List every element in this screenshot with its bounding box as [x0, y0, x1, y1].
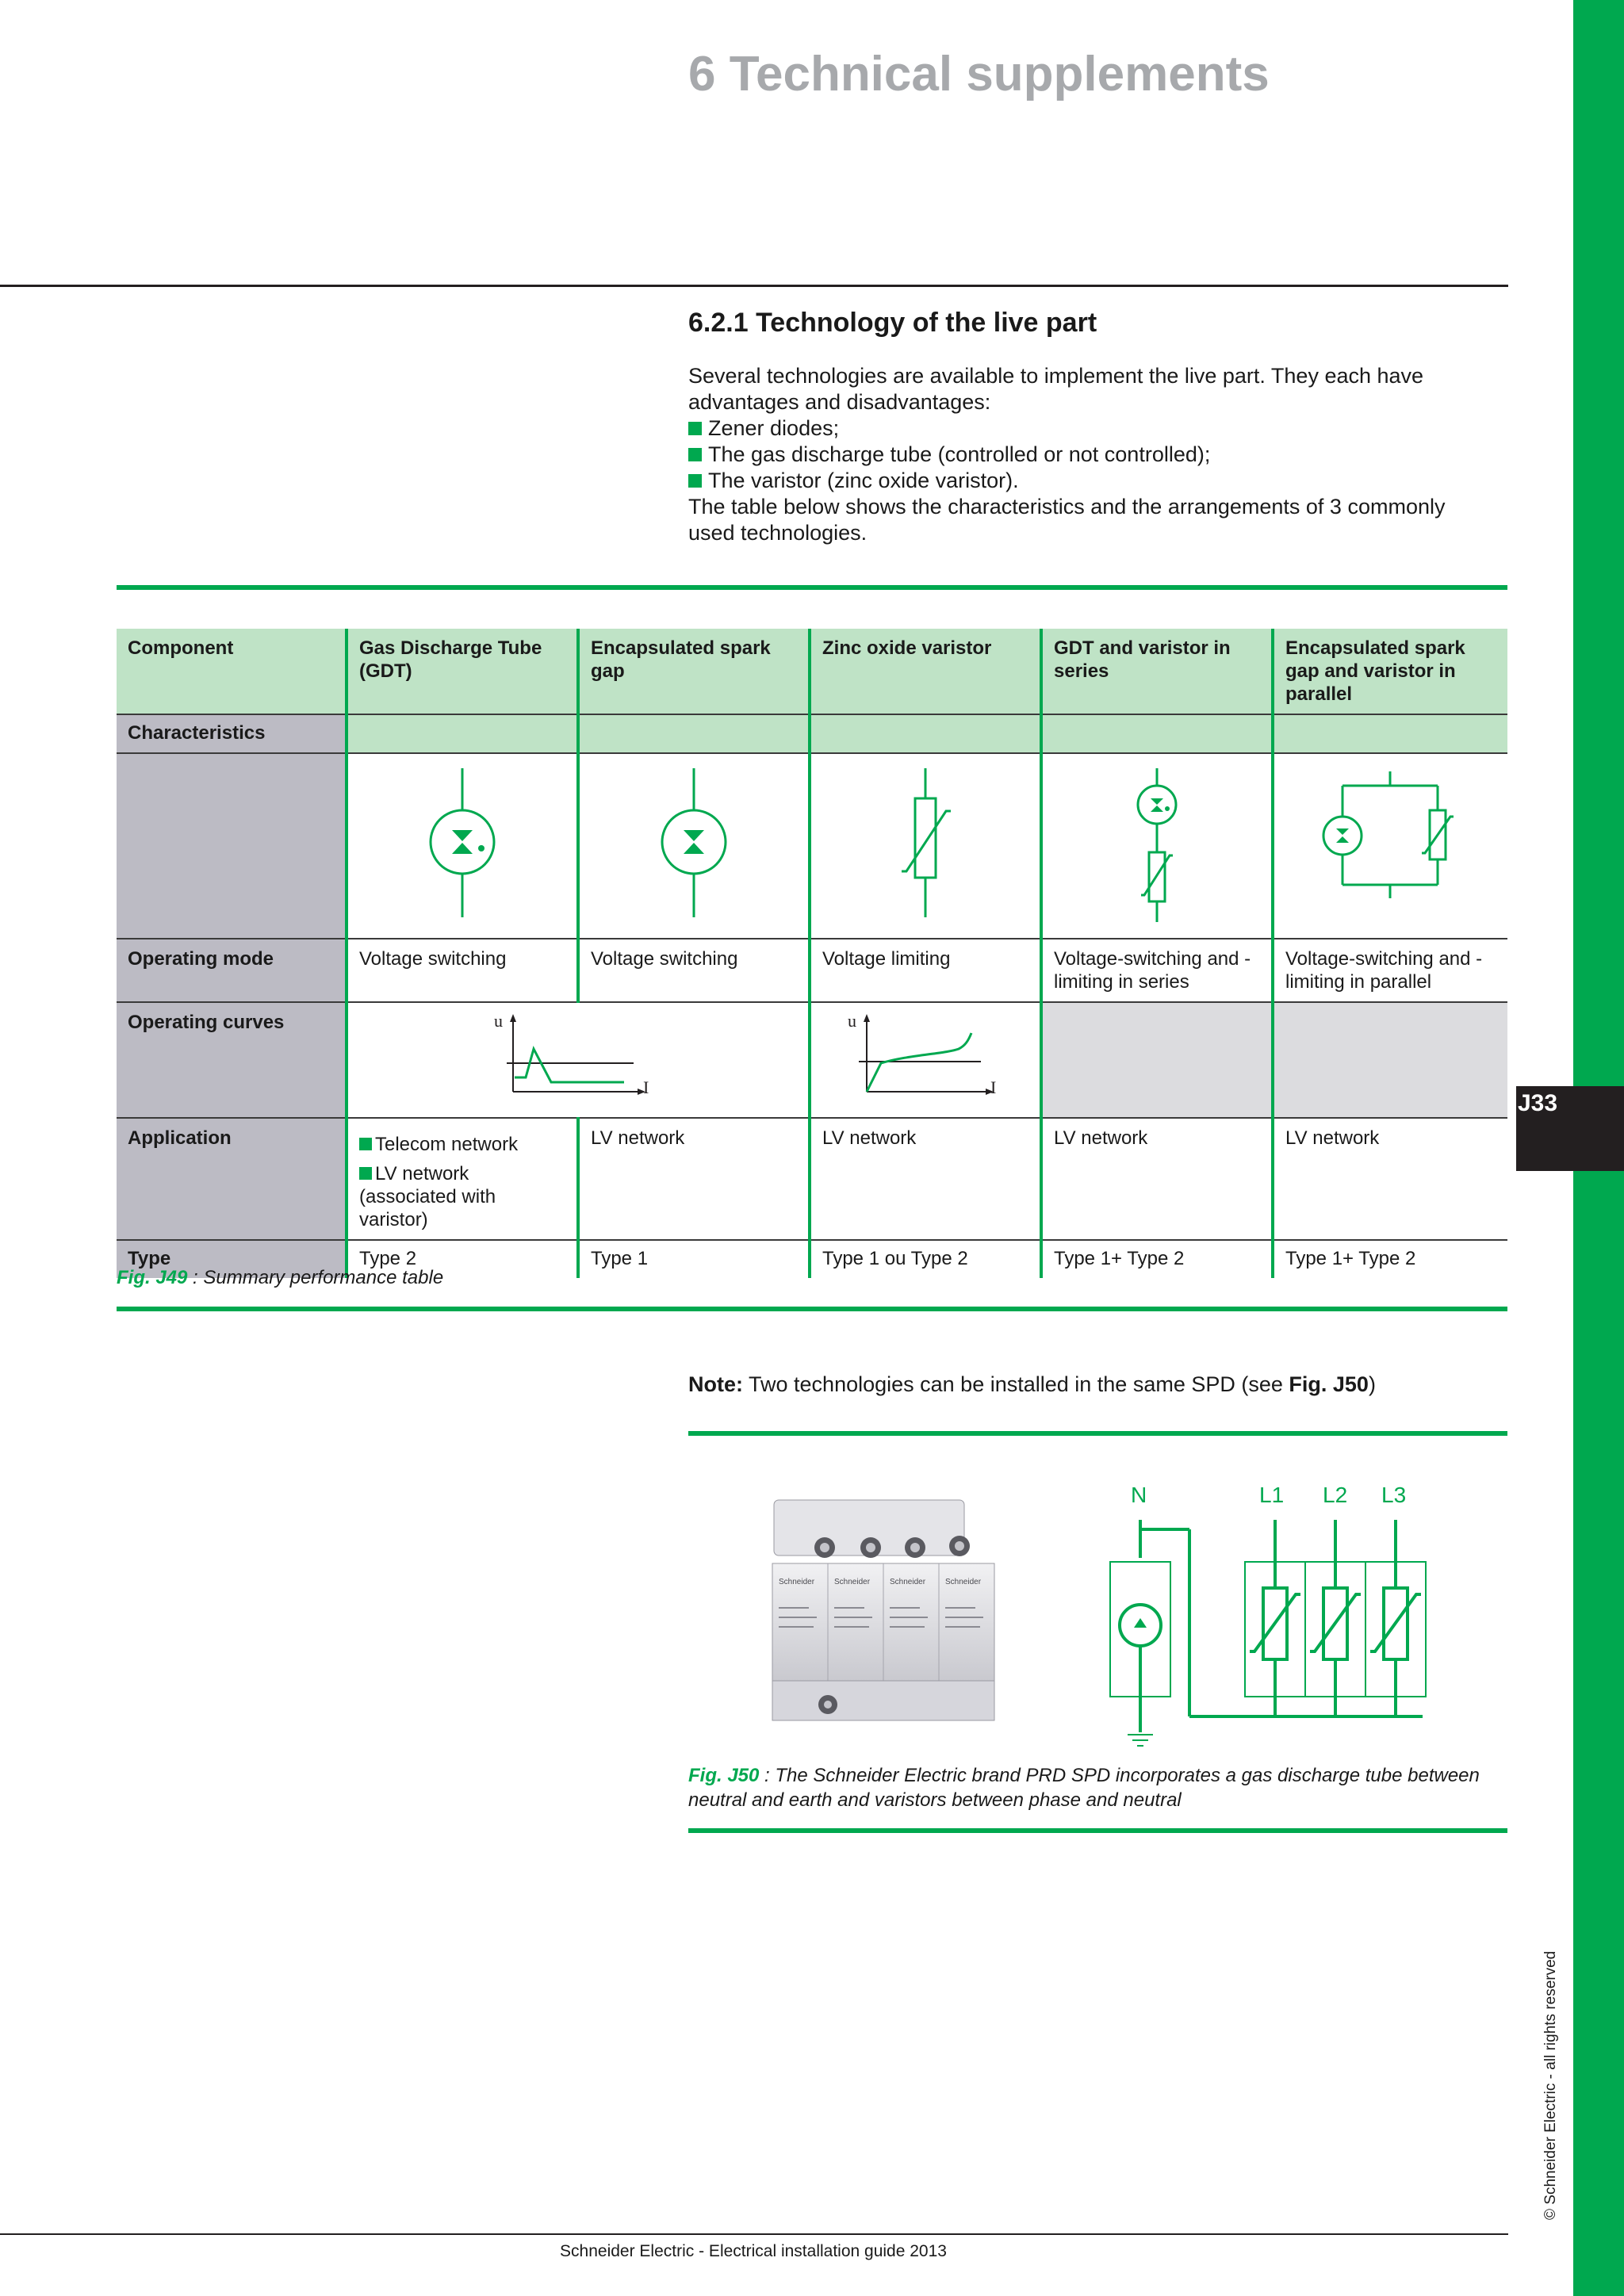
device-brand-text: Schneider [834, 1578, 871, 1586]
table-cell: Type 1+ Type 2 [1273, 1240, 1507, 1278]
table-cell: Voltage limiting [810, 939, 1041, 1002]
header-cell: Gas Discharge Tube (GDT) [347, 629, 578, 714]
section-title: 6.2.1 Technology of the live part [688, 308, 1097, 338]
page-number-tab [1516, 1086, 1624, 1171]
table-cell [347, 1118, 578, 1240]
operating-mode-row [117, 939, 1507, 1002]
header-cell: Encapsulated spark gap and varistor in parallel [1273, 629, 1507, 714]
i-axis-label: I [643, 1077, 649, 1097]
bullet-item: The gas discharge tube (controlled or not controlled); [688, 442, 1489, 468]
summary-performance-table [117, 629, 1507, 1278]
header-cell: Component [117, 629, 347, 714]
table-cell: Voltage switching [347, 939, 578, 1002]
device-brand-text: Schneider [945, 1578, 982, 1586]
header-rule [0, 285, 1508, 287]
device-brand-text: Schneider [890, 1578, 926, 1586]
table-cell: LV network [1273, 1118, 1507, 1240]
page-number: J33 [1518, 1090, 1558, 1116]
footer-rule [0, 2233, 1508, 2235]
figure-top-rule [688, 1431, 1507, 1436]
operating-curves-row [117, 1002, 1507, 1118]
list-item: Telecom network [359, 1133, 565, 1156]
table-cell: Type 1 ou Type 2 [810, 1240, 1041, 1278]
bullet-item: The varistor (zinc oxide varistor). [688, 468, 1489, 494]
row-label: Type [117, 1240, 347, 1278]
row-label: Characteristics [117, 714, 347, 753]
intro-paragraph: Several technologies are available to implement the live part. They each have advantages and disadvantages: [688, 364, 1424, 414]
list-item: LV network [359, 1162, 565, 1185]
characteristics-row [117, 714, 1507, 753]
u-axis-label: u [494, 1011, 503, 1031]
table-header-row [117, 629, 1507, 714]
application-row [117, 1118, 1507, 1240]
table-cell: LV network [810, 1118, 1041, 1240]
table-cell: LV network [1041, 1118, 1273, 1240]
section-body [688, 363, 1489, 546]
terminal-label-l3: L3 [1381, 1483, 1407, 1507]
terminal-label-l2: L2 [1323, 1483, 1348, 1507]
figure-bottom-rule [688, 1828, 1507, 1833]
header-cell: Encapsulated spark gap [578, 629, 810, 714]
list-item-note: (associated with varistor) [359, 1186, 496, 1230]
varistor-symbol-icon [811, 754, 1040, 932]
chapter-title: 6 Technical supplements [688, 47, 1270, 101]
table-cell: Type 1+ Type 2 [1041, 1240, 1273, 1278]
spark-gap-varistor-parallel-symbol-icon [1274, 754, 1506, 932]
gdt-symbol-icon [348, 754, 576, 932]
gdt-varistor-series-symbol-icon [1043, 754, 1271, 932]
table-cell: Type 2 [347, 1240, 578, 1278]
figure-j49-caption: Fig. J49 : Summary performance table [117, 1267, 444, 1288]
device-brand-text: Schneider [779, 1578, 815, 1586]
row-label: Operating mode [117, 939, 347, 1002]
table-bottom-rule [117, 1307, 1507, 1311]
voltage-limiting-curve-icon [811, 1003, 1040, 1112]
header-cell: Zinc oxide varistor [810, 629, 1041, 714]
header-cell: GDT and varistor in series [1041, 629, 1273, 714]
table-cell: Voltage-switching and -limiting in parallel [1273, 939, 1507, 1002]
spark-gap-symbol-icon [580, 754, 808, 932]
prd-spd-device-image [761, 1490, 999, 1736]
outro-paragraph: The table below shows the characteristics and the arrangements of 3 commonly used technologies. [688, 495, 1446, 545]
table-cell: Voltage-switching and -limiting in series [1041, 939, 1273, 1002]
spd-wiring-diagram [1094, 1471, 1443, 1756]
note-paragraph: Note: Two technologies can be installed in the same SPD (see Fig. J50) [688, 1372, 1376, 1396]
copyright-notice: © Schneider Electric - all rights reserved [1542, 1950, 1559, 2220]
voltage-switching-curve-icon [348, 1003, 811, 1112]
figure-j50-caption: Fig. J50 : The Schneider Electric brand PRD SPD incorporates a gas discharge tube between neutral and earth and varistors between phase and neutral [688, 1765, 1480, 1811]
table-cell: LV network [578, 1118, 810, 1240]
terminal-label-l1: L1 [1259, 1483, 1285, 1507]
table-cell: Type 1 [578, 1240, 810, 1278]
row-label: Application [117, 1118, 347, 1240]
page-footer: Schneider Electric - Electrical installation guide 2013 [560, 2242, 947, 2260]
i-axis-label: I [990, 1077, 997, 1097]
table-top-rule [117, 585, 1507, 590]
terminal-label-n: N [1131, 1483, 1147, 1507]
bullet-item: Zener diodes; [688, 415, 1489, 442]
table-cell: Voltage switching [578, 939, 810, 1002]
u-axis-label: u [848, 1011, 856, 1031]
row-label: Operating curves [117, 1002, 347, 1118]
symbol-row [117, 753, 1507, 939]
